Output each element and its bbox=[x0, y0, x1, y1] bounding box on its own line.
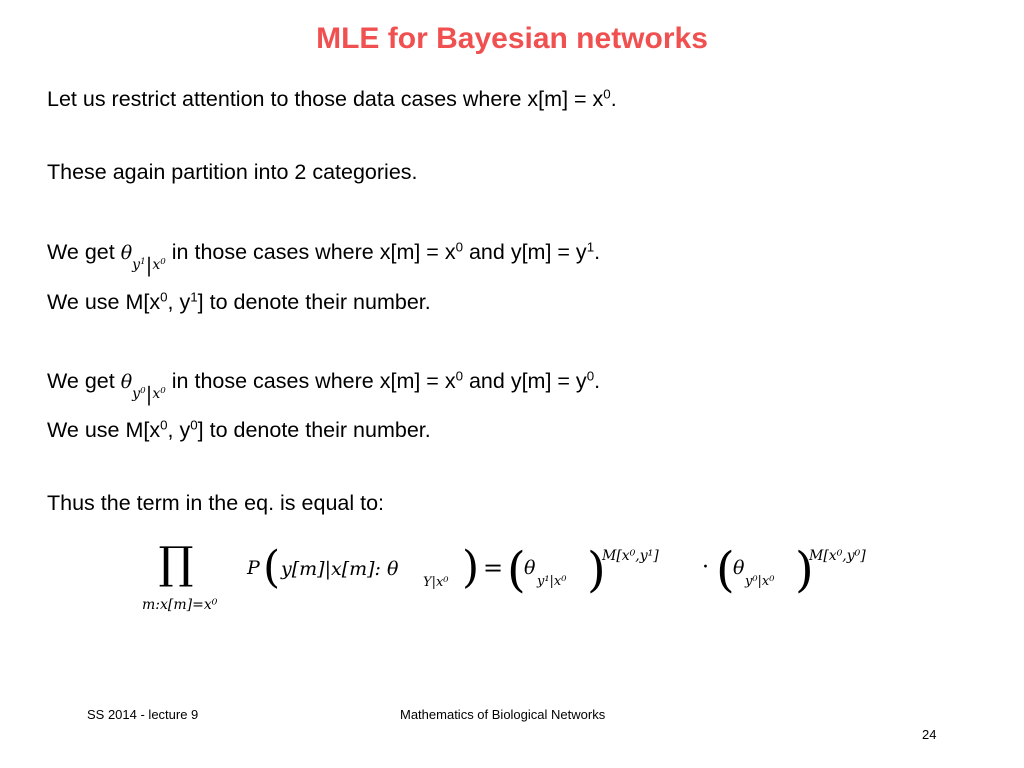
punctuation: . bbox=[594, 369, 601, 393]
text: We use M[x bbox=[47, 418, 161, 442]
left-paren: ( bbox=[263, 542, 281, 593]
text: in those cases where x[m] = x bbox=[165, 240, 456, 264]
theta-symbol: θ bbox=[120, 371, 133, 393]
sub-x-sup: 0 bbox=[160, 257, 166, 268]
conditional-bar: | bbox=[145, 382, 153, 406]
superscript: 0 bbox=[160, 289, 168, 305]
left-paren: ( bbox=[507, 542, 526, 598]
theta-subscript: Y|x⁰ bbox=[423, 575, 449, 590]
right-paren: ) bbox=[462, 542, 480, 593]
sub-y-sup: 0 bbox=[140, 386, 146, 397]
theta-subscript: y¹|x⁰ bbox=[537, 574, 567, 589]
paragraph-partition: These again partition into 2 categories. bbox=[47, 160, 418, 184]
text: in those cases where x[m] = x bbox=[165, 369, 456, 393]
exponent: M[x⁰,y¹] bbox=[602, 548, 659, 564]
product-symbol: ∏ bbox=[158, 540, 194, 589]
paragraph-count-y0 bbox=[47, 418, 431, 443]
page-number: 24 bbox=[922, 727, 937, 742]
superscript: 1 bbox=[190, 289, 198, 305]
text: , y bbox=[167, 418, 191, 442]
text: ] to denote their number. bbox=[197, 418, 431, 442]
text: and y[m] = y bbox=[463, 240, 587, 264]
superscript: 0 bbox=[160, 417, 168, 433]
sub-x: x bbox=[152, 386, 161, 402]
sub-y-sup: 1 bbox=[140, 257, 146, 268]
text: We use M[x bbox=[47, 290, 161, 314]
text: Let us restrict attention to those data cases where x[m] = x bbox=[47, 87, 604, 111]
text: and y[m] = y bbox=[463, 369, 587, 393]
footer-lecture: SS 2014 - lecture 9 bbox=[87, 707, 199, 722]
superscript: 0 bbox=[455, 368, 463, 384]
punctuation: . bbox=[610, 87, 617, 111]
right-paren: ) bbox=[587, 542, 606, 598]
footer-course: Mathematics of Biological Networks bbox=[400, 707, 606, 722]
slide-title: MLE for Bayesian networks bbox=[316, 22, 708, 55]
superscript: 0 bbox=[586, 368, 595, 384]
superscript: 1 bbox=[586, 239, 595, 255]
paragraph-conclusion: Thus the term in the eq. is equal to: bbox=[47, 491, 385, 515]
sub-x: x bbox=[152, 257, 161, 273]
theta-subscript bbox=[132, 379, 166, 406]
sub-y: y bbox=[132, 386, 141, 402]
probability-args: y[m]|x[m]: θ bbox=[281, 558, 399, 580]
conditional-bar: | bbox=[145, 253, 153, 277]
sub-y: y bbox=[132, 257, 141, 273]
superscript: 0 bbox=[455, 239, 463, 255]
text: ] to denote their number. bbox=[197, 290, 431, 314]
right-paren: ) bbox=[795, 542, 814, 598]
product-subscript: m:x[m]=x⁰ bbox=[142, 597, 218, 613]
text: , y bbox=[167, 290, 191, 314]
paragraph-theta-y1 bbox=[47, 239, 601, 277]
multiply-dot: · bbox=[702, 555, 709, 580]
theta-subscript: y⁰|x⁰ bbox=[745, 574, 775, 589]
paragraph-theta-y0 bbox=[47, 368, 601, 406]
left-paren: ( bbox=[716, 542, 735, 598]
theta-subscript bbox=[132, 250, 166, 277]
equals-sign: = bbox=[483, 554, 504, 582]
sub-x-sup: 0 bbox=[160, 386, 166, 397]
probability-p: P bbox=[247, 557, 260, 579]
text: We get bbox=[47, 240, 121, 264]
theta-symbol: θ bbox=[733, 557, 745, 579]
paragraph-count-y1 bbox=[47, 290, 431, 315]
theta-symbol: θ bbox=[524, 557, 536, 579]
paragraph-restrict bbox=[47, 87, 617, 112]
text: We get bbox=[47, 369, 121, 393]
punctuation: . bbox=[594, 240, 601, 264]
superscript: 0 bbox=[603, 86, 611, 102]
likelihood-equation bbox=[140, 540, 900, 620]
exponent: M[x⁰,y⁰] bbox=[809, 548, 866, 564]
theta-symbol: θ bbox=[120, 242, 133, 264]
superscript: 0 bbox=[190, 417, 198, 433]
